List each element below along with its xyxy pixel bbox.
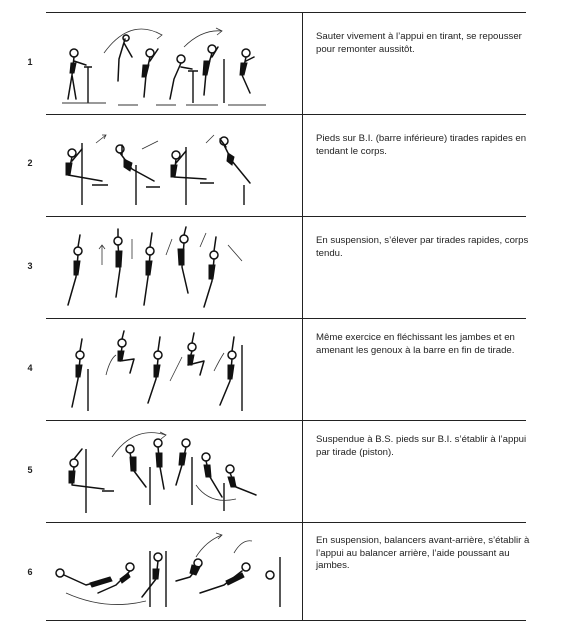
row-number: 6 [27,567,33,577]
gymnast-illustration [46,325,302,417]
row-number: 5 [27,465,33,475]
table-row [0,421,572,522]
gymnast-illustration [46,125,302,211]
gymnast-illustration [46,527,302,615]
row-number: 4 [27,363,33,373]
exercise-description: Sauter vivement à l’appui en tirant, se repousser pour remonter aussitôt. [316,31,522,55]
row-number: 2 [27,158,33,168]
exercise-description: Suspendue à B.S. pieds sur B.I. s’établir à l’appui par tirade (piston). [316,434,527,458]
exercise-description: Même exercice en fléchissant les jambes et en amenant les genoux à la barre en fin de tirade. [316,332,515,356]
row-number: 1 [27,57,33,67]
gymnast-illustration [46,19,302,111]
table-row [0,217,572,318]
row-number: 3 [27,261,33,271]
table-row [0,115,572,216]
exercise-description: En suspension, s’élever par tirades rapides, corps tendu. [316,235,529,259]
gymnast-illustration [46,427,302,519]
table-row [0,13,572,114]
exercise-description: En suspension, balancers avant-arrière, s’établir à l’appui au balancer arrière, l’aide poussant au jambes. [316,535,530,572]
table-row [0,319,572,420]
table-row [0,523,572,620]
exercise-description: Pieds sur B.I. (barre inférieure) tirades rapides en tendant le corps. [316,133,527,157]
table-bottom-rule [46,620,526,621]
gymnast-illustration [46,225,302,315]
